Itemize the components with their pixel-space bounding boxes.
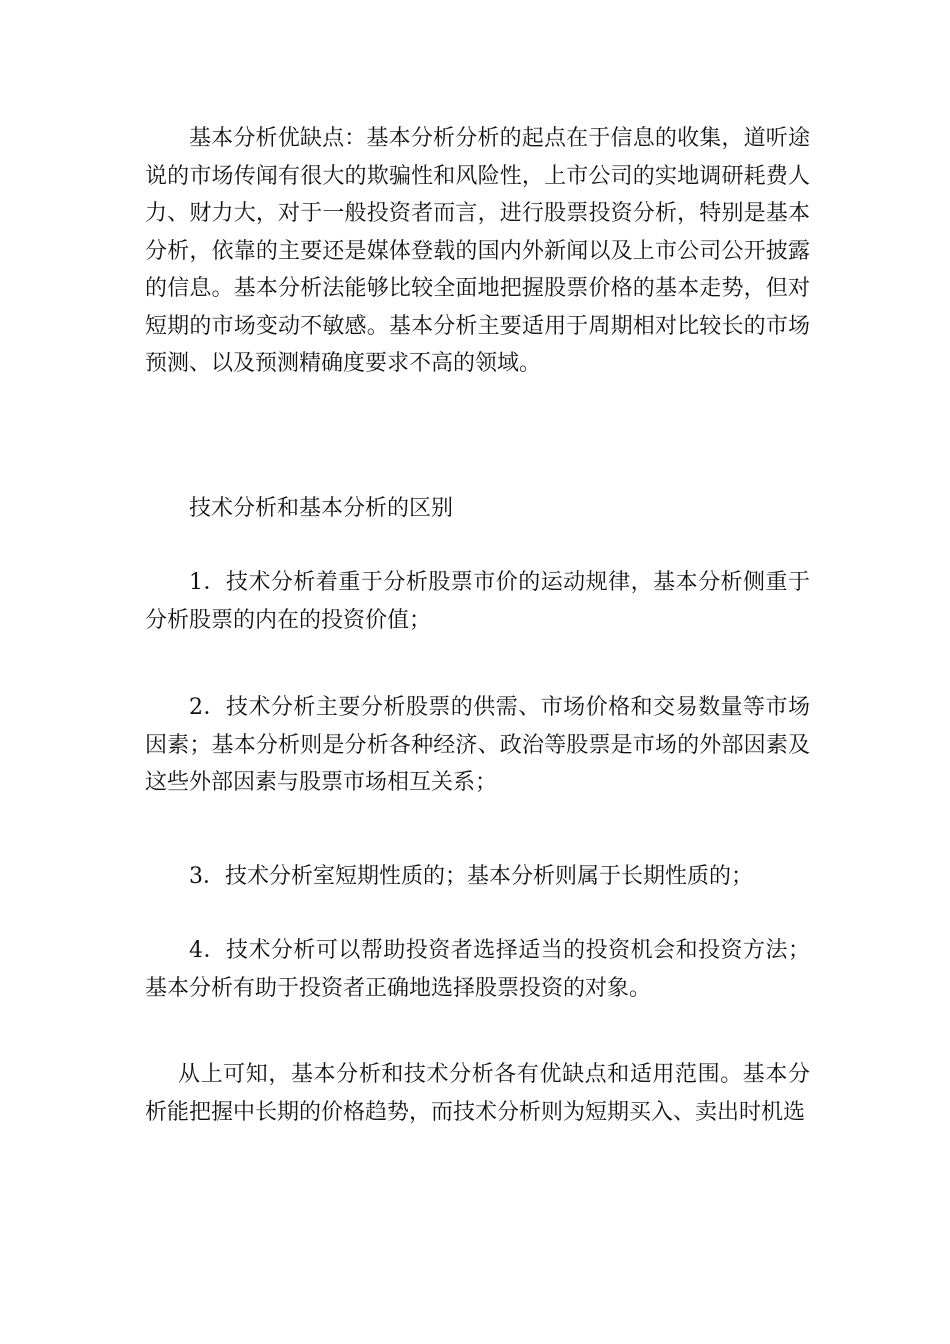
section-heading-differences: 技术分析和基本分析的区别 — [189, 496, 454, 521]
list-item-difference-4: 4．技术分析可以帮助投资者选择适当的投资机会和投资方法；基本分析有助于投资者正确地选择股票投资的对象。 — [145, 938, 810, 1001]
paragraph-conclusion: 从上可知，基本分析和技术分析各有优缺点和适用范围。基本分析能把握中长期的价格趋势，而技术分析则为短期买入、卖出时机选 — [145, 1062, 810, 1125]
list-item-difference-1: 1．技术分析着重于分析股票市价的运动规律，基本分析侧重于分析股票的内在的投资价值； — [145, 570, 810, 633]
list-item-difference-2: 2．技术分析主要分析股票的供需、市场价格和交易数量等市场因素；基本分析则是分析各种经济、政治等股票是市场的外部因素及这些外部因素与股票市场相互关系； — [145, 695, 810, 795]
list-item-difference-3: 3．技术分析室短期性质的；基本分析则属于长期性质的； — [189, 864, 753, 889]
paragraph-fundamental-analysis-pros-cons: 基本分析优缺点：基本分析分析的起点在于信息的收集，道听途说的市场传闻有很大的欺骗性和风险性，上市公司的实地调研耗费人力、财力大，对于一般投资者而言，进行股票投资分析，特别是基本分析，依靠的主要还是媒体登载的国内外新闻以及上市公司公开披露的信息。基本分析法能够比较全面地把握股票价格的基本走势，但对短期的市场变动不敏感。基本分析主要适用于周期相对比较长的市场预测、以及预测精确度要求不高的领域。 — [145, 126, 810, 376]
